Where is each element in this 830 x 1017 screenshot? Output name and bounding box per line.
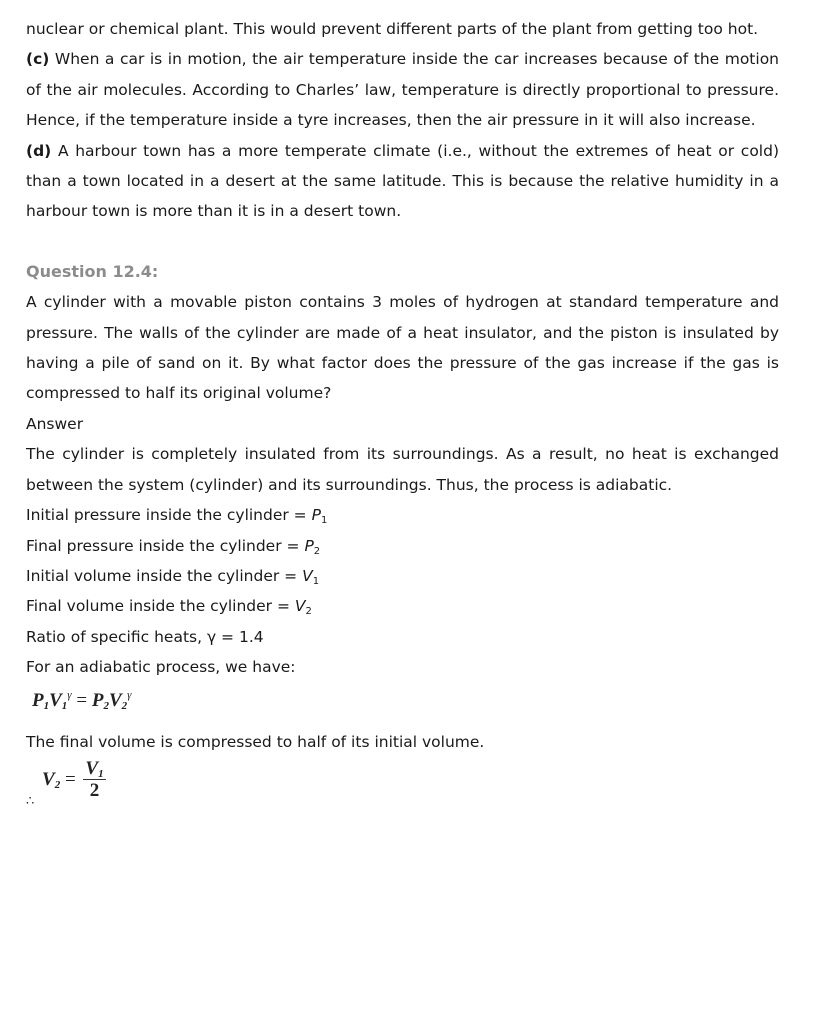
label-d: (d) <box>26 141 52 160</box>
adiabatic-line: For an adiabatic process, we have: <box>26 658 296 677</box>
compress-line: The final volume is compressed to half of its initial volume. <box>26 732 485 751</box>
label-c: (c) <box>26 50 50 69</box>
document-page <box>26 14 779 811</box>
question-text: A cylinder with a movable piston contains 3 moles of hydrogen at standard temperature and pressure. The walls of the cylinder are made of a heat insulator, and the piston is insulated by having a pile of sand on it. By what factor does the pressure of the gas increase if the gas is compressed to half its original volume? <box>26 293 779 403</box>
answer-intro: The cylinder is completely insulated from its surroundings. As a result, no heat is exchanged between the system (cylinder) and its surroundings. Thus, the process is adiabatic. <box>26 445 779 494</box>
equation-half-volume: $V_2$ = $\frac{V_1}{2}$ ∴ <box>26 757 104 808</box>
gamma-line: Ratio of specific heats, γ = 1.4 <box>26 627 264 646</box>
answer-label: Answer <box>26 414 84 433</box>
def-initial-pressure: Initial pressure inside the cylinder = $P_1$ <box>26 506 328 527</box>
question-heading: Question 12.4: <box>26 261 159 281</box>
def-final-pressure: Final pressure inside the cylinder = $P_2$ <box>26 536 321 557</box>
paragraph-c: (c) When a car is in motion, the air temperature inside the car increases because of the motion of the air molecules. According to Charles’ law, temperature is directly proportional to pressure. Hence, if the temperature inside a tyre increases, then the air pressure in it will also increase. <box>26 50 779 130</box>
def-initial-volume: Initial volume inside the cylinder = $V_1$ <box>26 566 320 587</box>
paragraph-d: (d) A harbour town has a more temperate climate (i.e., without the extremes of heat or cold) than a town located in a desert at the same latitude. This is because the relative humidity in a harbour town is more than it is in a desert town. <box>26 141 780 221</box>
paragraph-continuation: nuclear or chemical plant. This would prevent different parts of the plant from getting too hot. <box>26 20 759 38</box>
fraction: $\frac{V_1}{2}$ <box>85 757 104 801</box>
equation-adiabatic: $P_1V_1^\gamma = P_2V_2^\gamma$ <box>32 688 132 712</box>
def-final-volume: Final volume inside the cylinder = $V_2$ <box>26 597 312 618</box>
therefore-symbol: ∴ <box>26 792 35 808</box>
